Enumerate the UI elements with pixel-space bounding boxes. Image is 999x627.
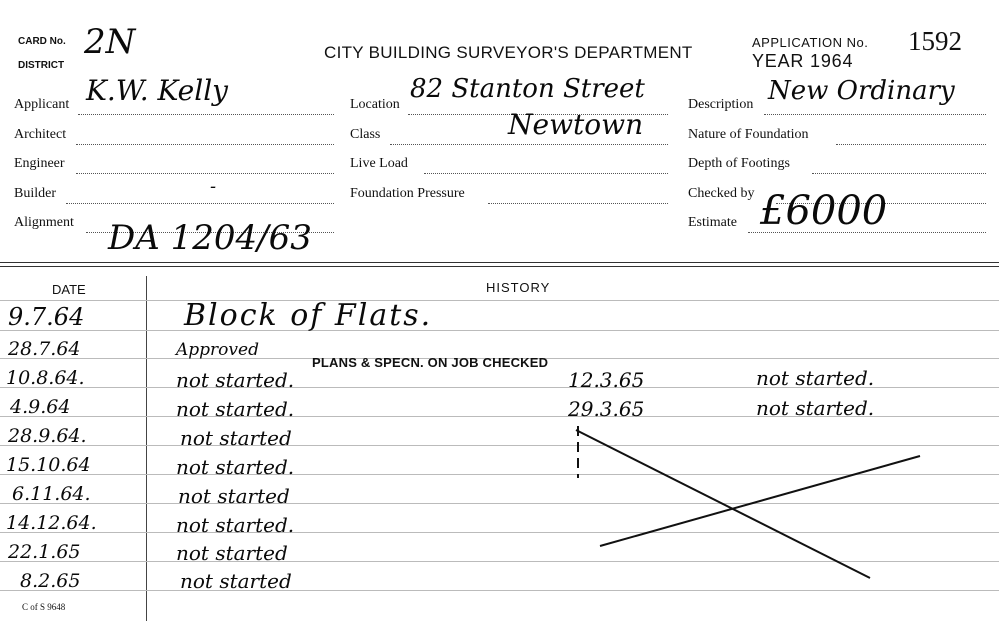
location-label: Location xyxy=(350,97,400,112)
section-divider-bottom xyxy=(0,266,999,267)
architect-label: Architect xyxy=(14,127,67,142)
history-entry: not started. xyxy=(176,513,295,537)
ruled-line xyxy=(0,300,999,301)
alignment-value: DA 1204/63 xyxy=(108,218,312,258)
depth-of-footings-line xyxy=(812,172,986,174)
depth-of-footings-label: Depth of Footings xyxy=(688,156,790,171)
history-date: 10.8.64. xyxy=(6,367,85,389)
applicant-label: Applicant xyxy=(14,97,70,112)
history-date: 6.11.64. xyxy=(12,483,91,505)
estimate-label: Estimate xyxy=(688,215,737,230)
history-date: 22.1.65 xyxy=(8,541,81,563)
history-entry: not started xyxy=(176,541,288,565)
cross-out-mark xyxy=(570,420,930,585)
ruled-line xyxy=(0,590,999,591)
history-date: 28.7.64 xyxy=(8,338,81,360)
history-date: 14.12.64. xyxy=(6,512,97,534)
foundation-pressure-label: Foundation Pressure xyxy=(350,186,465,201)
class-line xyxy=(390,143,668,145)
nature-of-foundation-label: Nature of Foundation xyxy=(688,127,809,142)
live-load-label: Live Load xyxy=(350,156,408,171)
history-entry: not started xyxy=(180,569,292,593)
estimate-value: £6000 xyxy=(760,188,888,234)
application-number-label: APPLICATION No. xyxy=(752,35,869,50)
architect-line xyxy=(76,143,334,145)
applicant-value: K.W. Kelly xyxy=(86,74,228,107)
history-date: 12.3.65 xyxy=(568,368,645,392)
description-value: New Ordinary xyxy=(768,76,955,106)
history-date: 15.10.64 xyxy=(6,454,91,476)
section-divider-top xyxy=(0,262,999,263)
date-column-divider xyxy=(146,276,147,621)
class-label: Class xyxy=(350,127,381,142)
history-date: 8.2.65 xyxy=(20,570,81,592)
card-number-value: 2N xyxy=(84,22,136,62)
history-entry: not started. xyxy=(176,397,295,421)
class-value: Newtown xyxy=(508,108,644,141)
history-date: 9.7.64 xyxy=(8,303,85,331)
history-entry: not started. xyxy=(756,366,875,390)
location-value: 82 Stanton Street xyxy=(410,74,645,104)
history-date: 28.9.64. xyxy=(8,425,87,447)
ruled-line xyxy=(0,330,999,331)
document-title: CITY BUILDING SURVEYOR'S DEPARTMENT xyxy=(324,43,693,62)
description-line xyxy=(764,113,986,115)
checked-by-label: Checked by xyxy=(688,186,755,201)
history-column-header: HISTORY xyxy=(486,280,551,295)
live-load-line xyxy=(424,172,668,174)
history-entry: not started. xyxy=(176,368,295,392)
history-entry: Approved xyxy=(176,340,259,360)
history-date: 29.3.65 xyxy=(568,397,645,421)
card-number-label: CARD No. xyxy=(18,36,66,47)
form-code: C of S 9648 xyxy=(22,602,66,612)
nature-of-foundation-line xyxy=(836,143,986,145)
history-entry: not started. xyxy=(176,455,295,479)
date-column-header: DATE xyxy=(52,282,86,297)
applicant-line xyxy=(78,113,334,115)
builder-label: Builder xyxy=(14,186,56,201)
district-label: DISTRICT xyxy=(18,60,65,71)
application-number-value: 1592 xyxy=(908,26,962,56)
alignment-label: Alignment xyxy=(14,215,74,230)
foundation-pressure-line xyxy=(488,202,668,204)
history-entry: not started. xyxy=(756,396,875,420)
description-label: Description xyxy=(688,97,754,112)
history-date: 4.9.64 xyxy=(10,396,71,418)
plans-checked-stamp: PLANS & SPECN. ON JOB CHECKED xyxy=(312,355,549,370)
engineer-label: Engineer xyxy=(14,156,65,171)
history-entry: not started xyxy=(180,426,292,450)
builder-line xyxy=(66,202,334,204)
history-entry: not started xyxy=(178,484,290,508)
builder-value: - xyxy=(210,176,217,197)
year-label: YEAR 1964 xyxy=(752,51,854,71)
history-entry: Block of Flats. xyxy=(184,298,433,333)
engineer-line xyxy=(76,172,334,174)
